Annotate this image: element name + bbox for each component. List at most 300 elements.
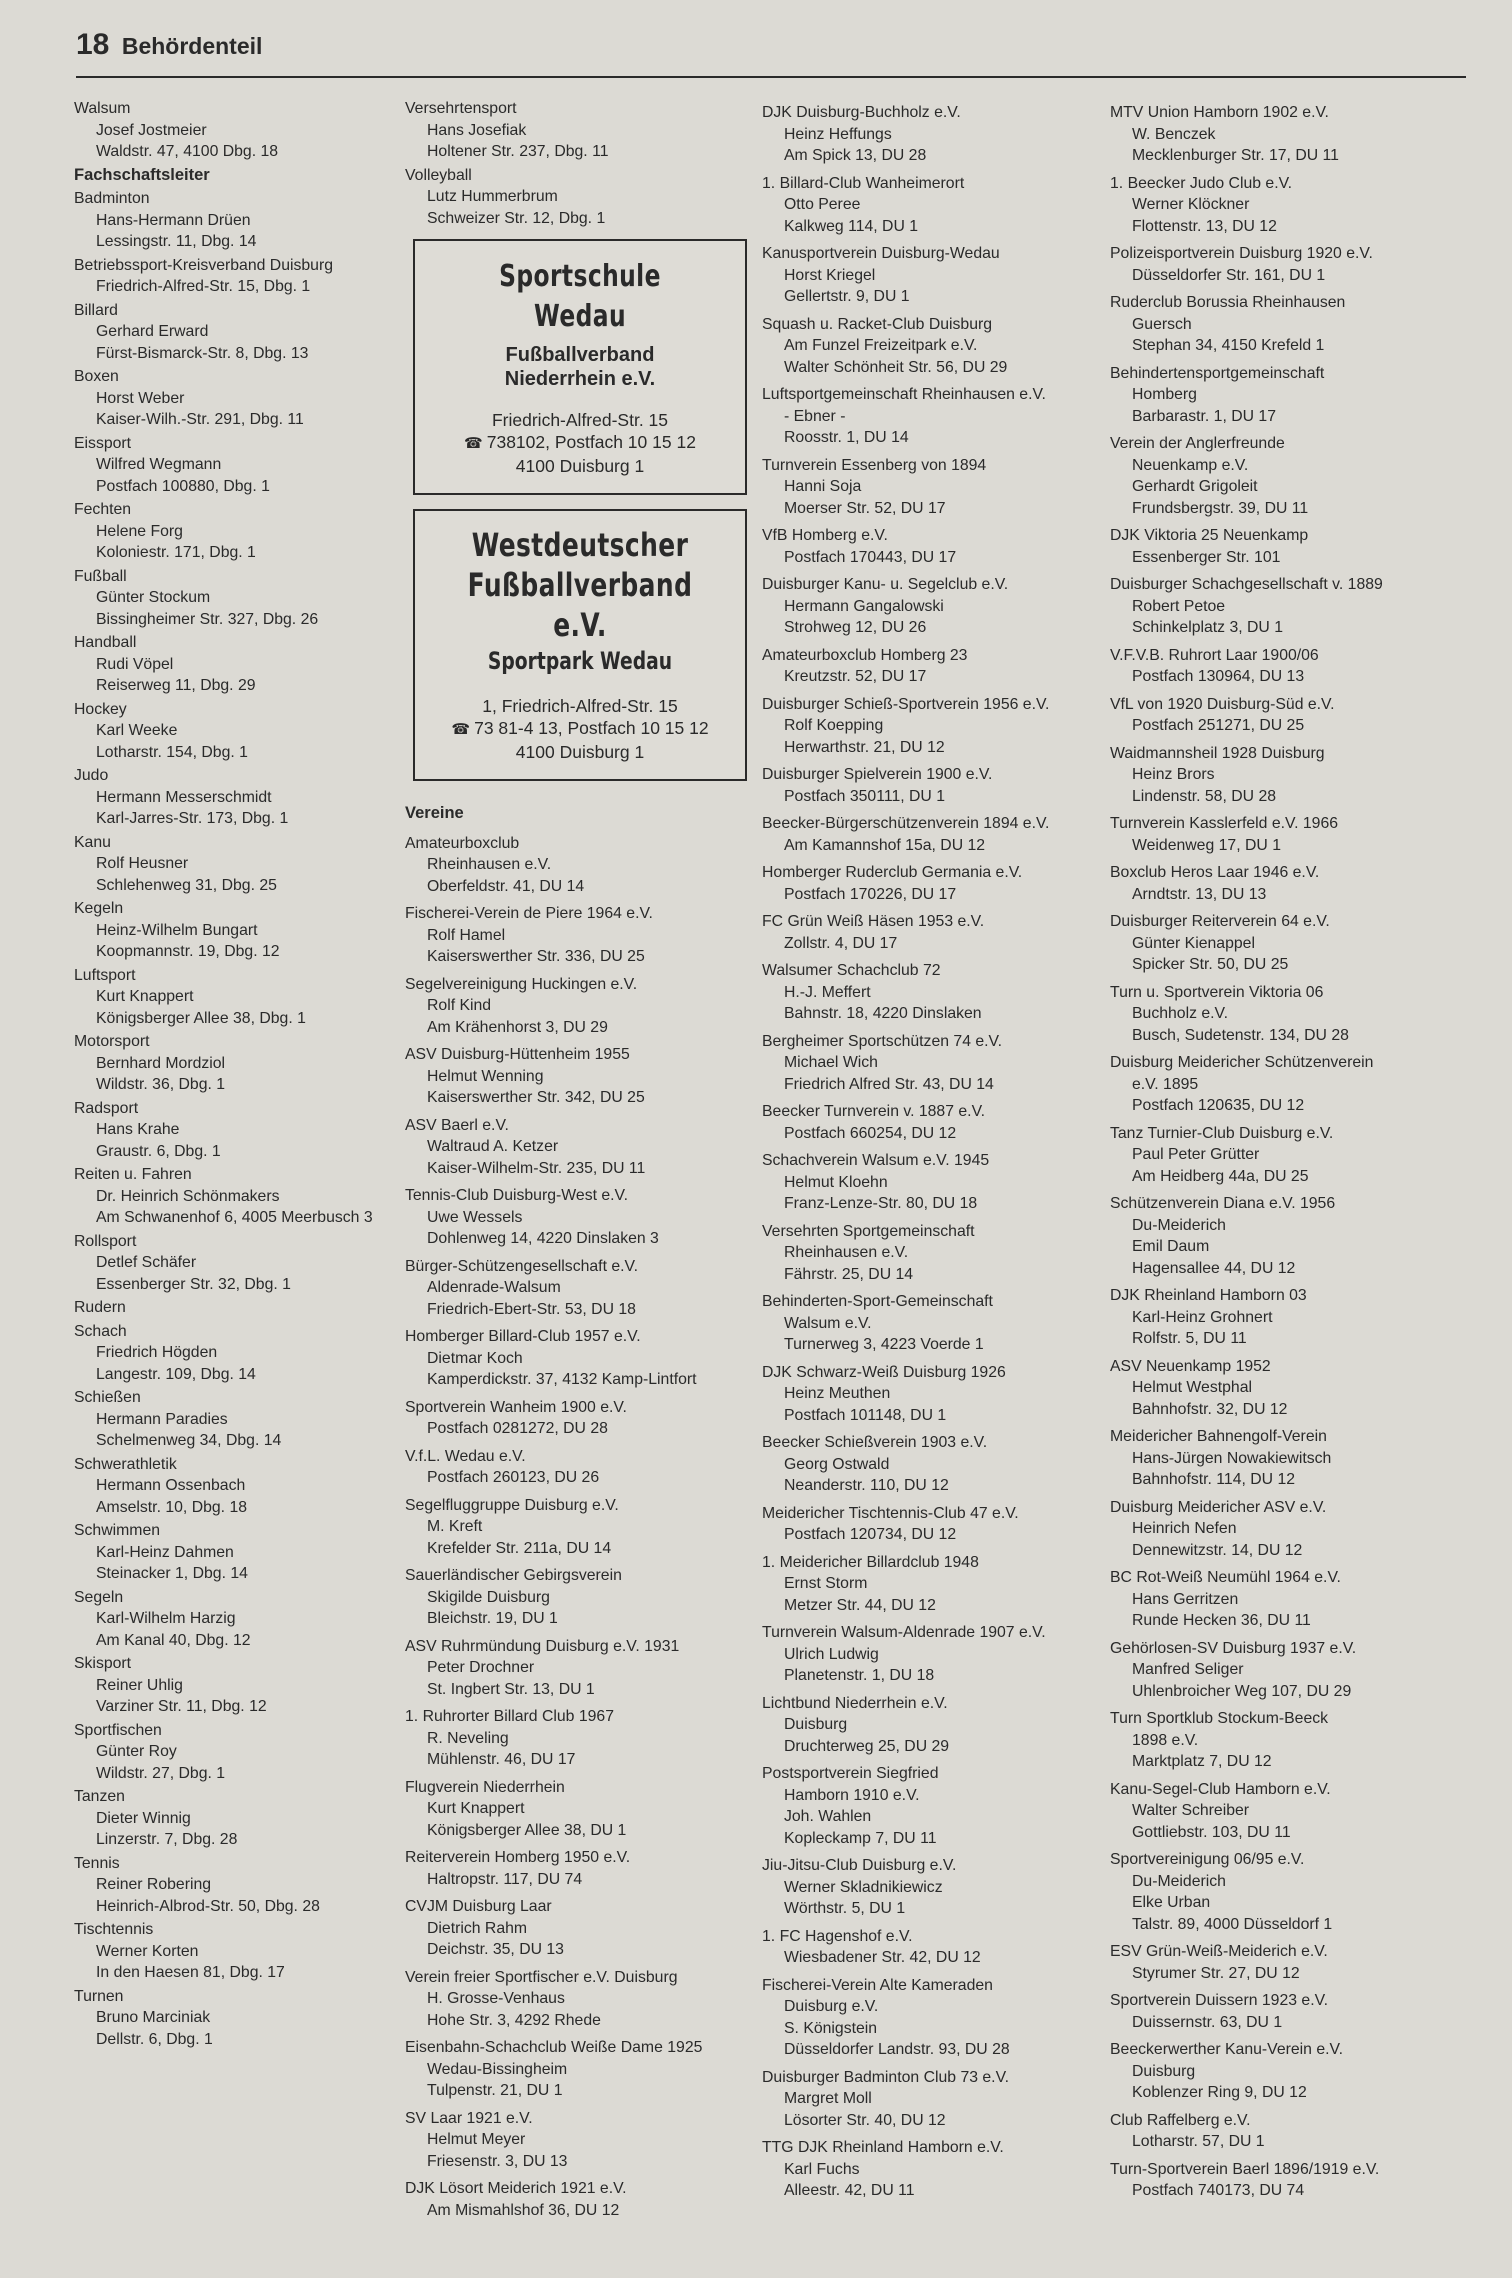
entry-detail: Buchholz e.V.: [1132, 1005, 1229, 1022]
entry-detail: Hohe Str. 3, 4292 Rhede: [427, 2011, 601, 2029]
entry-detail: Varziner Str. 11, Dbg. 12: [96, 1698, 267, 1715]
entry-title: BC Rot-Weiß Neumühl 1964 e.V.: [1110, 1569, 1341, 1586]
directory-entry: [405, 1115, 755, 1180]
entry-detail: - Ebner -: [784, 407, 846, 425]
box-city: 4100 Duisburg 1: [515, 742, 645, 762]
entry-detail: e.V. 1895: [1132, 1075, 1199, 1093]
entry-title: Bergheimer Sportschützen 74 e.V.: [762, 1032, 1003, 1050]
entry-detail: Otto Peree: [784, 196, 861, 213]
entry-title: Jiu-Jitsu-Club Duisburg e.V.: [762, 1857, 957, 1874]
entry-detail: Reiserweg 11, Dbg. 29: [96, 677, 256, 694]
entry-title: 1. FC Hagenshof e.V.: [762, 1927, 913, 1945]
entry-title: Tennis-Club Duisburg-West e.V.: [405, 1187, 629, 1204]
entry-title: Volleyball: [405, 166, 472, 184]
entry-title: Sauerländischer Gebirgsverein: [405, 1567, 622, 1584]
entry-title: Kegeln: [74, 900, 124, 917]
entry-title: Duisburger Schachgesellschaft v. 1889: [1110, 576, 1383, 593]
entry-title: Ruderclub Borussia Rheinhausen: [1110, 294, 1346, 311]
header-rule: [76, 76, 1466, 78]
entry-detail: Mühlenstr. 46, DU 17: [427, 1751, 576, 1768]
entry-title: Skisport: [74, 1655, 132, 1672]
entry-detail: Dieter Winnig: [96, 1809, 191, 1827]
entry-detail: Bahnhofstr. 32, DU 12: [1132, 1400, 1288, 1418]
entry-detail: Hans-Hermann Drüen: [96, 211, 251, 229]
directory-entry: [1110, 743, 1490, 808]
entry-detail: H. Grosse-Venhaus: [427, 1990, 565, 2007]
entry-detail: Postfach 120635, DU 12: [1132, 1097, 1305, 1114]
entry-title: Squash u. Racket-Club Duisburg: [762, 315, 993, 333]
directory-entry: [74, 1653, 404, 1718]
directory-entry: [1110, 102, 1490, 167]
entry-detail: St. Ingbert Str. 13, DU 1: [427, 1680, 595, 1698]
directory-entry: [762, 1221, 1112, 1286]
entry-detail: Herwarthstr. 21, DU 12: [784, 738, 945, 756]
entry-title: Schwimmen: [74, 1522, 161, 1539]
entry-detail: Spicker Str. 50, DU 25: [1132, 956, 1289, 973]
entry-detail: Gerhardt Grigoleit: [1132, 478, 1258, 495]
entry-detail: Alleestr. 42, DU 11: [784, 2182, 915, 2199]
directory-entry: [762, 574, 1112, 639]
entry-title: Gehörlosen-SV Duisburg 1937 e.V.: [1110, 1639, 1357, 1657]
entry-detail: Oberfeldstr. 41, DU 14: [427, 877, 585, 895]
entry-detail: Busch, Sudetenstr. 134, DU 28: [1132, 1026, 1349, 1044]
directory-entry: [74, 1164, 404, 1229]
entry-title: Duisburger Schieß-Sportverein 1956 e.V.: [762, 695, 1050, 713]
entry-detail: Helmut Wenning: [427, 1067, 544, 1085]
directory-entry: [762, 645, 1112, 688]
entry-detail: Karl-Jarres-Str. 173, Dbg. 1: [96, 810, 289, 827]
entry-title: Postsportverein Siegfried: [762, 1765, 939, 1782]
entry-detail: Postfach 740173, DU 74: [1132, 2182, 1305, 2199]
entry-detail: Elke Urban: [1132, 1894, 1211, 1911]
entry-detail: Weidenweg 17, DU 1: [1132, 836, 1281, 854]
entry-detail: M. Kreft: [427, 1518, 483, 1535]
entry-title: Lichtbund Niederrhein e.V.: [762, 1694, 948, 1712]
entry-detail: Runde Hecken 36, DU 11: [1132, 1612, 1311, 1629]
directory-entry: [762, 862, 1112, 905]
directory-entry: [405, 1495, 755, 1560]
entry-title: Kanu: [74, 833, 111, 851]
directory-entry: [1110, 1285, 1490, 1350]
entry-detail: Peter Drochner: [427, 1659, 535, 1676]
entry-detail: Wildstr. 27, Dbg. 1: [96, 1764, 226, 1782]
entry-detail: Koblenzer Ring 9, DU 12: [1132, 2084, 1307, 2101]
entry-detail: Heinz Meuthen: [784, 1385, 891, 1402]
entry-detail: Helmut Kloehn: [784, 1173, 888, 1191]
entry-detail: Am Spick 13, DU 28: [784, 147, 927, 164]
entry-detail: Dr. Heinrich Schönmakers: [96, 1187, 280, 1205]
entry-title: Segelfluggruppe Duisburg e.V.: [405, 1496, 619, 1514]
entry-detail: Hermann Gangalowski: [784, 597, 944, 615]
entry-detail: Turnerweg 3, 4223 Voerde 1: [784, 1336, 984, 1353]
entry-title: Duisburger Spielverein 1900 e.V.: [762, 766, 993, 783]
entry-detail: Linzerstr. 7, Dbg. 28: [96, 1831, 238, 1848]
directory-entry: [1110, 574, 1490, 639]
entry-title: Eissport: [74, 434, 132, 452]
entry-detail: Postfach 260123, DU 26: [427, 1469, 600, 1486]
entry-title: Fußball: [74, 567, 127, 585]
entry-detail: Hermann Paradies: [96, 1410, 228, 1428]
directory-entry: [74, 1720, 404, 1785]
entry-detail: Roosstr. 1, DU 14: [784, 429, 909, 446]
box-title: Fußballverband e.V.: [467, 566, 693, 644]
entry-detail: Walter Schönheit Str. 56, DU 29: [784, 358, 1008, 376]
entry-detail: Langestr. 109, Dbg. 14: [96, 1365, 256, 1383]
entry-detail: Heinz Heffungs: [784, 125, 892, 143]
entry-detail: Friedrich-Ebert-Str. 53, DU 18: [427, 1300, 636, 1318]
directory-entry: [405, 833, 755, 898]
entry-title: Sportfischen: [74, 1721, 162, 1739]
entry-detail: Kurt Knappert: [96, 988, 194, 1005]
entry-title: Sportverein Duissern 1923 e.V.: [1110, 1992, 1329, 2009]
entry-detail: Lösorter Str. 40, DU 12: [784, 2111, 946, 2129]
entry-detail: Hans Krahe: [96, 1121, 180, 1138]
entry-detail: Waldstr. 47, 4100 Dbg. 18: [96, 143, 279, 160]
entry-detail: Aldenrade-Walsum: [427, 1279, 561, 1296]
entry-title: Hockey: [74, 700, 127, 718]
entry-detail: Planetenstr. 1, DU 18: [784, 1667, 935, 1684]
westdeutscher-fussballverband-box: [413, 509, 747, 781]
entry-title: Duisburg Meidericher Schützenverein: [1110, 1054, 1374, 1071]
entry-detail: 1898 e.V.: [1132, 1731, 1199, 1749]
phone-icon: ☎: [464, 435, 483, 452]
entry-detail: Am Schwanenhof 6, 4005 Meerbusch 3: [96, 1209, 373, 1226]
entry-title: Waidmannsheil 1928 Duisburg: [1110, 744, 1325, 762]
entry-detail: Holtener Str. 237, Dbg. 11: [427, 143, 609, 160]
entry-title: 1. Billard-Club Wanheimerort: [762, 174, 965, 192]
entry-title: Turn-Sportverein Baerl 1896/1919 e.V.: [1110, 2160, 1380, 2178]
directory-entry: [1110, 1052, 1490, 1117]
entry-detail: Karl-Heinz Dahmen: [96, 1543, 234, 1561]
entry-title: Polizeisportverein Duisburg 1920 e.V.: [1110, 245, 1373, 262]
directory-entry: [762, 1552, 1112, 1617]
entry-detail: Duissernstr. 63, DU 1: [1132, 2013, 1283, 2031]
directory-entry: [74, 765, 404, 830]
entry-detail: Flottenstr. 13, DU 12: [1132, 217, 1277, 235]
entry-detail: Detlef Schäfer: [96, 1254, 197, 1271]
entry-detail: Am Heidberg 44a, DU 25: [1132, 1167, 1309, 1185]
entry-detail: Werner Skladnikiewicz: [784, 1878, 943, 1896]
entry-detail: Rudi Vöpel: [96, 655, 174, 673]
directory-entry: [762, 314, 1112, 379]
directory-entry: [1110, 2039, 1490, 2104]
entry-detail: Lessingstr. 11, Dbg. 14: [96, 233, 257, 250]
entry-detail: Waltraud A. Ketzer: [427, 1138, 559, 1155]
entry-detail: Frundsbergstr. 39, DU 11: [1132, 499, 1309, 517]
directory-entry: [405, 1446, 755, 1489]
directory-entry: [762, 1693, 1112, 1758]
directory-entry: [1110, 173, 1490, 238]
entry-detail: Postfach 100880, Dbg. 1: [96, 477, 270, 495]
entry-detail: Hanni Soja: [784, 478, 862, 495]
directory-entry: [762, 1503, 1112, 1546]
entry-detail: Hermann Ossenbach: [96, 1477, 246, 1494]
entry-detail: Duisburg: [1132, 2062, 1196, 2080]
entry-detail: Postfach 120734, DU 12: [784, 1526, 957, 1543]
entry-title: SV Laar 1921 e.V.: [405, 2109, 533, 2127]
box-org-line: Niederrhein e.V.: [504, 368, 656, 390]
column-2: [405, 96, 755, 2221]
entry-detail: Bleichstr. 19, DU 1: [427, 1610, 558, 1627]
entry-title: Verein der Anglerfreunde: [1110, 435, 1285, 452]
entry-detail: Fürst-Bismarck-Str. 8, Dbg. 13: [96, 344, 309, 362]
entry-detail: Georg Ostwald: [784, 1455, 890, 1473]
directory-entry: [74, 699, 404, 764]
entry-title: Duisburger Badminton Club 73 e.V.: [762, 2068, 1010, 2086]
entry-title: ASV Ruhrmündung Duisburg e.V. 1931: [405, 1637, 680, 1655]
entry-detail: Zollstr. 4, DU 17: [784, 934, 898, 952]
entry-detail: Lotharstr. 57, DU 1: [1132, 2133, 1265, 2150]
entry-title: ASV Duisburg-Hüttenheim 1955: [405, 1046, 630, 1063]
entry-detail: Hamborn 1910 e.V.: [784, 1786, 920, 1804]
directory-entry: [762, 2137, 1112, 2202]
entry-title: VfL von 1920 Duisburg-Süd e.V.: [1110, 695, 1335, 713]
directory-entry: [1110, 813, 1490, 856]
entry-title: DJK Schwarz-Weiß Duisburg 1926: [762, 1363, 1006, 1381]
entry-detail: Kaiserswerther Str. 342, DU 25: [427, 1089, 645, 1106]
entry-detail: Bahnstr. 18, 4220 Dinslaken: [784, 1005, 982, 1022]
entry-title: 1. Meidericher Billardclub 1948: [762, 1553, 979, 1571]
directory-entry: [74, 499, 404, 564]
directory-entry: [1110, 911, 1490, 976]
entry-title: Schwerathletik: [74, 1455, 177, 1473]
entry-detail: Mecklenburger Str. 17, DU 11: [1132, 147, 1339, 164]
directory-entry: [762, 1150, 1112, 1215]
entry-detail: Michael Wich: [784, 1054, 878, 1071]
entry-title: 1. Ruhrorter Billard Club 1967: [405, 1708, 614, 1725]
entry-detail: Stephan 34, 4150 Krefeld 1: [1132, 337, 1325, 354]
entry-title: Reiterverein Homberg 1950 e.V.: [405, 1849, 631, 1866]
entry-detail: Hermann Messerschmidt: [96, 788, 272, 806]
entry-title: Duisburger Kanu- u. Segelclub e.V.: [762, 576, 1009, 593]
entry-detail: Ulrich Ludwig: [784, 1645, 879, 1663]
directory-entry: [405, 1256, 755, 1321]
entry-detail: Postfach 350111, DU 1: [784, 787, 945, 805]
entry-detail: Bernhard Mordziol: [96, 1054, 226, 1072]
entry-detail: Friedrich-Alfred-Str. 15, Dbg. 1: [96, 278, 311, 295]
directory-entry: [762, 173, 1112, 238]
entry-detail: Duisburg: [784, 1716, 848, 1733]
entry-title: Beeckerwerther Kanu-Verein e.V.: [1110, 2041, 1343, 2058]
directory-entry: [1110, 1356, 1490, 1421]
entry-detail: Reiner Robering: [96, 1876, 212, 1893]
entry-title: DJK Lösort Meiderich 1921 e.V.: [405, 2180, 627, 2197]
entry-detail: Walter Schreiber: [1132, 1802, 1250, 1819]
entry-title: Meidericher Tischtennis-Club 47 e.V.: [762, 1504, 1019, 1522]
entry-detail: W. Benczek: [1132, 125, 1216, 143]
entry-title: Homberger Ruderclub Germania e.V.: [762, 864, 1023, 881]
entry-detail: Uwe Wessels: [427, 1208, 523, 1226]
box-title: Sportschule Wedau: [499, 259, 661, 334]
entry-title: V.F.V.B. Ruhrort Laar 1900/06: [1110, 646, 1319, 664]
entry-detail: Neanderstr. 110, DU 12: [784, 1477, 949, 1494]
entry-detail: Karl Weeke: [96, 722, 178, 739]
entry-detail: Postfach 130964, DU 13: [1132, 668, 1305, 685]
entry-detail: Postfach 101148, DU 1: [784, 1406, 947, 1424]
entry-detail: Emil Daum: [1132, 1238, 1210, 1255]
entry-detail: In den Haesen 81, Dbg. 17: [96, 1964, 285, 1981]
directory-entry: [762, 764, 1112, 807]
entry-detail: Reiner Uhlig: [96, 1676, 183, 1694]
entry-detail: Günter Kienappel: [1132, 934, 1255, 952]
directory-entry: [405, 903, 755, 968]
entry-title: Billard: [74, 301, 118, 319]
entry-title: Tennis: [74, 1854, 120, 1872]
directory-entry: [762, 525, 1112, 568]
entry-detail: Gellertstr. 9, DU 1: [784, 288, 910, 305]
entry-detail: Kaiser-Wilh.-Str. 291, Dbg. 11: [96, 411, 304, 428]
entry-detail: Helmut Meyer: [427, 2131, 526, 2148]
entry-detail: Steinacker 1, Dbg. 14: [96, 1565, 248, 1582]
entry-detail: Postfach 170226, DU 17: [784, 885, 957, 903]
directory-entry: [405, 1565, 755, 1630]
directory-entry: [74, 366, 404, 431]
entry-title: Behinderten-Sport-Gemeinschaft: [762, 1293, 993, 1310]
entry-title: Betriebssport-Kreisverband Duisburg: [74, 256, 334, 274]
entry-detail: Am Kamannshof 15a, DU 12: [784, 836, 986, 854]
directory-entry: [1110, 525, 1490, 568]
entry-title: Turnverein Walsum-Aldenrade 1907 e.V.: [762, 1624, 1046, 1641]
entry-detail: Manfred Seliger: [1132, 1661, 1244, 1678]
directory-entry: [74, 1031, 404, 1096]
directory-entry: [1110, 1849, 1490, 1935]
sportschule-wedau-box: [413, 239, 747, 495]
entry-detail: Lindenstr. 58, DU 28: [1132, 787, 1277, 805]
directory-entry: [405, 2178, 755, 2221]
directory-entry: [405, 1967, 755, 2032]
entry-detail: Koopmannstr. 19, Dbg. 12: [96, 943, 280, 960]
entry-detail: Karl-Wilhelm Harzig: [96, 1610, 236, 1627]
entry-detail: Neuenkamp e.V.: [1132, 456, 1249, 474]
directory-entry: [762, 1031, 1112, 1096]
directory-entry: [762, 1855, 1112, 1920]
entry-detail: Du-Meiderich: [1132, 1216, 1226, 1234]
entry-detail: Schinkelplatz 3, DU 1: [1132, 619, 1284, 636]
entry-detail: Lotharstr. 154, Dbg. 1: [96, 743, 248, 761]
entry-title: Turn Sportklub Stockum-Beeck: [1110, 1710, 1329, 1727]
directory-entry: [74, 1986, 404, 2051]
directory-entry: [762, 102, 1112, 167]
directory-entry: [405, 98, 755, 163]
entry-title: Turnverein Kasslerfeld e.V. 1966: [1110, 815, 1339, 832]
directory-entry: [762, 1432, 1112, 1497]
directory-entry: [762, 1362, 1112, 1427]
entry-title: Rudern: [74, 1299, 126, 1316]
entry-detail: Dietmar Koch: [427, 1349, 523, 1367]
entry-title: Radsport: [74, 1099, 139, 1117]
entry-detail: Karl Fuchs: [784, 2160, 860, 2178]
entry-title: Fischerei-Verein de Piere 1964 e.V.: [405, 905, 653, 922]
directory-entry: [1110, 2159, 1490, 2202]
entry-detail: Helmut Westphal: [1132, 1379, 1252, 1396]
entry-detail: Marktplatz 7, DU 12: [1132, 1753, 1272, 1770]
entry-title: Luftsport: [74, 966, 136, 984]
entry-detail: Franz-Lenze-Str. 80, DU 18: [784, 1195, 978, 1212]
entry-detail: Deichstr. 35, DU 13: [427, 1941, 564, 1958]
entry-detail: Walsum e.V.: [784, 1314, 872, 1332]
entry-title: ASV Baerl e.V.: [405, 1116, 509, 1134]
entry-detail: Skigilde Duisburg: [427, 1588, 550, 1606]
column-2-vereine-entries: [405, 833, 755, 2222]
directory-entry: [1110, 243, 1490, 286]
entry-title: Tanz Turnier-Club Duisburg e.V.: [1110, 1124, 1334, 1142]
entry-detail: Postfach 660254, DU 12: [784, 1124, 957, 1142]
entry-detail: Günter Roy: [96, 1743, 177, 1760]
directory-entry: [762, 243, 1112, 308]
entry-title: Flugverein Niederrhein: [405, 1778, 565, 1796]
entry-detail: Friedrich Alfred Str. 43, DU 14: [784, 1075, 994, 1093]
entry-title: Beecker-Bürgerschützenverein 1894 e.V.: [762, 815, 1050, 832]
entry-title: VfB Homberg e.V.: [762, 527, 888, 544]
directory-entry: [74, 965, 404, 1030]
directory-entry: [1110, 2110, 1490, 2153]
directory-entry: [762, 960, 1112, 1025]
entry-title: Duisburger Reiterverein 64 e.V.: [1110, 913, 1330, 930]
entry-detail: Friesenstr. 3, DU 13: [427, 2152, 568, 2170]
entry-title: Reiten u. Fahren: [74, 1166, 192, 1183]
entry-detail: Kurt Knappert: [427, 1800, 525, 1817]
entry-title: Duisburg Meidericher ASV e.V.: [1110, 1498, 1327, 1516]
entry-detail: Kalkweg 114, DU 1: [784, 217, 919, 235]
entry-detail: Gerhard Erward: [96, 323, 209, 340]
entry-title: Walsum: [74, 100, 131, 117]
directory-entry: [1110, 1193, 1490, 1279]
directory-entry: [762, 1975, 1112, 2061]
directory-entry: [762, 1763, 1112, 1849]
entry-detail: Metzer Str. 44, DU 12: [784, 1596, 936, 1614]
entry-detail: Wildstr. 36, Dbg. 1: [96, 1076, 226, 1093]
box-street: 1, Friedrich-Alfred-Str. 15: [482, 696, 678, 716]
entry-title: ESV Grün-Weiß-Meiderich e.V.: [1110, 1943, 1328, 1960]
entry-detail: Günter Stockum: [96, 589, 211, 606]
column-1: [74, 96, 404, 2050]
entry-detail: Schweizer Str. 12, Dbg. 1: [427, 209, 606, 227]
directory-entry: [762, 911, 1112, 954]
directory-entry: [405, 165, 755, 230]
entry-title: Fischerei-Verein Alte Kameraden: [762, 1976, 993, 1994]
directory-entry: [74, 1919, 404, 1984]
entry-title: Amateurboxclub: [405, 834, 520, 852]
entry-detail: Gottliebstr. 103, DU 11: [1132, 1823, 1291, 1841]
entry-title: Eisenbahn-Schachclub Weiße Dame 1925: [405, 2039, 703, 2056]
entry-detail: Kamperdickstr. 37, 4132 Kamp-Lintfort: [427, 1371, 697, 1388]
directory-entry: [1110, 433, 1490, 519]
entry-detail: Düsseldorfer Str. 161, DU 1: [1132, 266, 1326, 284]
entry-detail: Tulpenstr. 21, DU 1: [427, 2082, 563, 2099]
entry-detail: Hagensallee 44, DU 12: [1132, 1259, 1296, 1277]
entry-detail: Haltropstr. 117, DU 74: [427, 1870, 583, 1888]
entry-detail: Helene Forg: [96, 522, 183, 540]
entry-title: Turnen: [74, 1987, 124, 2005]
entry-title: Bürger-Schützengesellschaft e.V.: [405, 1257, 638, 1275]
entry-detail: Postfach 0281272, DU 28: [427, 1420, 608, 1437]
entry-detail: Friedrich Högden: [96, 1344, 218, 1361]
directory-entry: [1110, 982, 1490, 1047]
directory-entry: [405, 1777, 755, 1842]
directory-entry: [74, 1098, 404, 1163]
entry-detail: Guersch: [1132, 315, 1192, 333]
entry-title: Sportverein Wanheim 1900 e.V.: [405, 1398, 627, 1416]
directory-entry: [405, 1397, 755, 1440]
entry-detail: Dennewitzstr. 14, DU 12: [1132, 1541, 1303, 1559]
directory-entry: [1110, 1497, 1490, 1562]
directory-entry: [1110, 1941, 1490, 1984]
directory-entry: [74, 300, 404, 365]
column-3: [762, 96, 1112, 2202]
box-phone-text: 738102, Postfach 10 15 12: [486, 432, 696, 452]
directory-entry: [74, 433, 404, 498]
entry-detail: Robert Petoe: [1132, 597, 1226, 615]
